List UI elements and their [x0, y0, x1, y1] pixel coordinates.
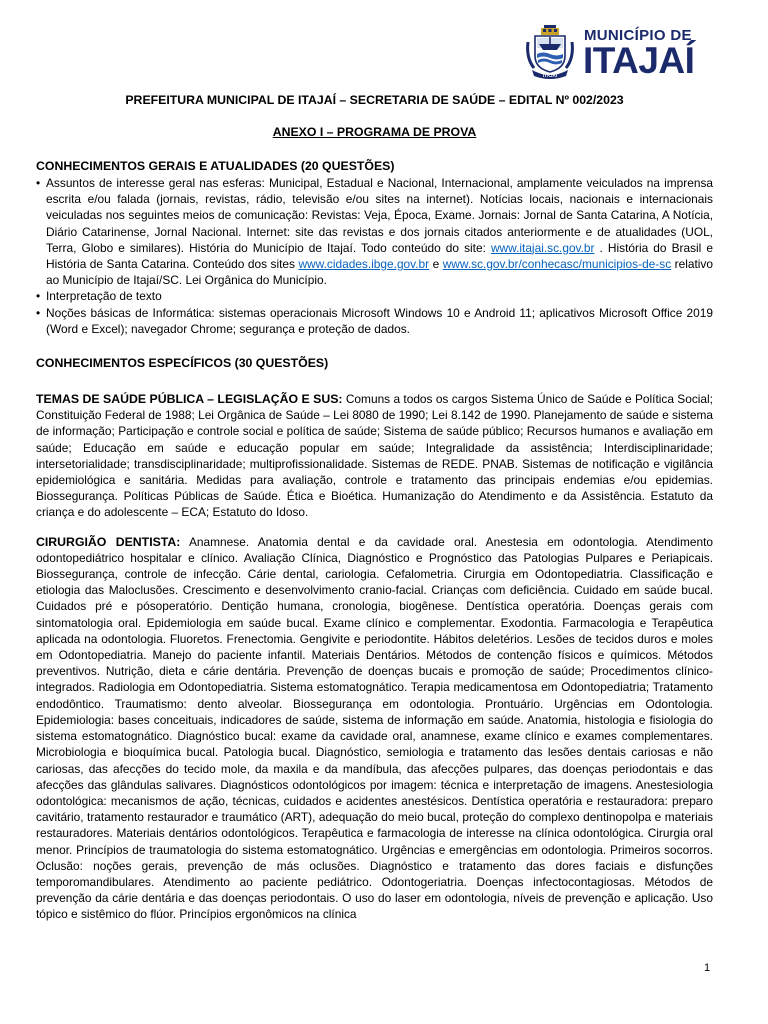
logo-city-name: ITAJAÍ: [583, 40, 695, 81]
coat-of-arms-icon: [524, 24, 576, 80]
general-knowledge-heading: CONHECIMENTOS GERAIS E ATUALIDADES (20 QUESTÕES): [36, 159, 395, 173]
public-health-lead: TEMAS DE SAÚDE PÚBLICA – LEGISLAÇÃO E SUS:: [36, 392, 343, 407]
bullet-text: Assuntos de interesse geral nas esferas: Municipal, Estadual e Nacional, Internacional, amplamente veiculados na imprensa escrita e/ou falada (jornais, revistas, rádio, televisão e/ou sites na internet). Notícias locais, nacionais e internacionais veiculadas nos seguintes meios de comunicação: Revistas: Veja, Época, Exame. Jornais: Jornal de Santa Catarina, A Notícia, Diário Catarinense, Jornal Nacional. Internet: site das revistas e dos jornais citados anteriormente e de atualidades (UOL, Terra, Globo e similares). História do Município de Itajaí. Todo conteúdo do site:: [46, 176, 713, 255]
list-item: • Noções básicas de Informática: sistemas operacionais Microsoft Windows 10 e Android 11; aplicativos Microsoft Office 2019 (Word e Excel); navegador Chrome; segurança e proteção de dados.: [36, 305, 713, 337]
link-sc-municipios-site[interactable]: www.sc.gov.br/conhecasc/municipios-de-sc: [442, 257, 672, 272]
annex-title: ANEXO I – PROGRAMA DE PROVA: [272, 125, 477, 139]
logo-municipio-text: MUNICÍPIO DE: [584, 27, 692, 44]
public-health-paragraph: [36, 391, 713, 521]
public-health-text: Comuns a todos os cargos Sistema Único de Saúde e Política Social; Constituição Federal de 1988; Lei Orgânica de Saúde – Lei 8080 de 1990; Lei 8.142 de 1990. Planejamento de saúde e sistema de informação; Participação e controle social e política de saúde; Sistema de saúde público; Recursos humanos e avaliação em saúde; Educação em saúde e educação popular em saúde; Integralidade da assistência; Interdisciplinaridade; intersetorialidade; transdisciplinaridade; multiprofissionalidade. Sistemas de REDE. PNAB. Sistemas de notificação e vigilância epidemiológica e sanitária. Medidas para avaliação, controle e tratamento das principais endemias e/ou epidemias. Biossegurança. Políticas Públicas de Saúde. Ética e Bioética. Humanização do Atendimento e da Assistência. Estatuto da criança e do adolescente – ECA; Estatuto do Idoso.: [36, 392, 713, 520]
bullet-text: e: [429, 257, 443, 272]
general-knowledge-list: [36, 175, 713, 337]
dentist-text: Anamnese. Anatomia dental e da cavidade oral. Anestesia em odontologia. Atendimento odontopediátrico hospitalar e clínico. Avaliação Clínica, Diagnóstico e Prognóstico das Patologias Pulpares e Periapicais. Biossegurança, controle de infecção. Cárie dental, cariologia. Cefalometria. Cirurgia em Odontopediatria. Classificação e etiologia das Maloclusões. Crescimento e desenvolvimento cranio-facial. Crianças com deficiência. Cuidado em saúde bucal. Cuidados pré e pósoperatório. Dentição humana, cronologia, biogênese. Dentística operatória. Doenças gerais com sintomatologia oral. Epidemiologia em saúde bucal. Exame clínico e complementar. Exodontia. Farmacologia e Terapêutica aplicada na odontologia. Fluoretos. Frenectomia. Gengivite e periodontite. Hábitos deletérios. Lesões de tecidos duros e moles em Odontopediatria. Manejo do paciente infantil. Materiais Dentários. Métodos de contenção físicos e químicos. Métodos preventivos. Nutrição, dieta e cárie dentária. Prevenção de doenças bucais e promoção de saúde; Procedimentos clínico-integrados. Radiologia em Odontopediatria. Sistema estomatognático. Terapia medicamentosa em Odontopediatria; Tratamento endodôntico. Traumatismo: dento alveolar. Biossegurança em odontologia. Prontuário. Urgências em Odontologia. Epidemiologia: bases conceituais, indicadores de saúde, sistema de informação em saúde. Anatomia, histologia e fisiologia do sistema estomatognático. Diagnóstico bucal: exame da cavidade oral, anamnese, exame clínico e exames complementares. Microbiologia e bioquímica bucal. Patologia bucal. Diagnóstico, semiologia e tratamento das lesões dentais cariosas e não cariosas, das afecções do tecido mole, da maxila e da mandíbula, das afecções pulpares, das doenças periodontais e das afecções das glândulas salivares. Diagnósticos odontológicos por imagem: técnica e interpretação de imagens. Anestesiologia odontológica: mecanismos de ação, técnicas, cuidados e acidentes anestésicos. Dentística operatória e restauradora: preparo cavitário, tratamento restaurador e traumático (ART), adequação do meio bucal, proteção do complexo dentinopolpa e materiais restauradores. Materiais dentários odontológicos. Terapêutica e farmacologia de interesse na clínica odontológica. Cirurgia oral menor. Princípios de traumatologia do sistema estomatognático. Urgências e emergências em odontologia. Primeiros socorros. Oclusão: noções gerais, prevenção de más oclusões. Diagnóstico e tratamento das dores faciais e disfunções temporomandibulares. Atendimento ao paciente pediátrico. Odontogeriatria. Doenças infectocontagiosas. Métodos de prevenção da cárie dentária e das doenças periodontais. O uso do laser em odontologia, níveis de prevenção e aplicação. Uso tópico e sistêmico do flúor. Princípios ergonômicos na clínica: [36, 534, 714, 922]
link-itajai-site[interactable]: www.itajai.sc.gov.br: [490, 240, 595, 255]
municipality-logo: [524, 24, 720, 80]
document-title: PREFEITURA MUNICIPAL DE ITAJAÍ – SECRETARIA DE SAÚDE – EDITAL Nº 002/2023: [125, 93, 624, 107]
specific-knowledge-heading: CONHECIMENTOS ESPECÍFICOS (30 QUESTÕES): [36, 356, 329, 371]
page-number: 1: [704, 962, 711, 974]
list-item: [36, 175, 713, 288]
document-body: [36, 92, 713, 923]
link-ibge-site[interactable]: www.cidades.ibge.gov.br: [298, 257, 430, 272]
bullet-text: . História do Brasil e História de Santa Catarina. Conteúdo dos sites: [46, 240, 713, 272]
dentist-paragraph: [36, 534, 713, 923]
bullet-text: relativo ao Município de Itajaí/SC. Lei Orgânica do Município.: [46, 257, 713, 288]
dentist-lead: CIRURGIÃO DENTISTA:: [36, 534, 181, 549]
crest-ribbon-text: ITAJAÍ: [543, 73, 557, 78]
list-item: • Interpretação de texto: [36, 288, 713, 304]
